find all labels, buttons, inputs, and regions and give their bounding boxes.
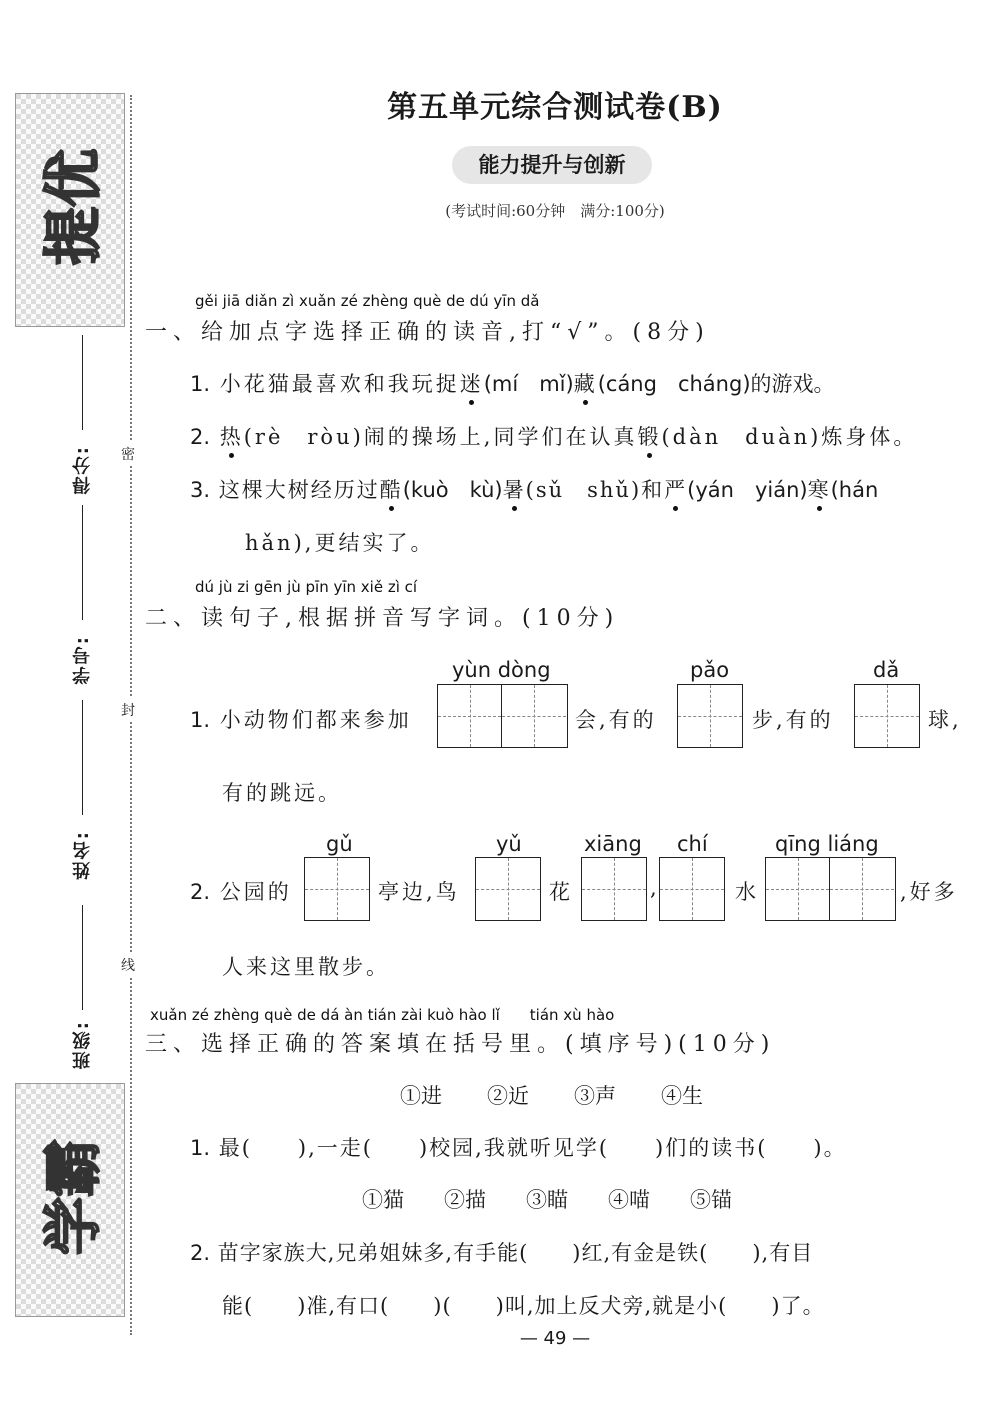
dotted-char: 酷 [379,478,403,502]
option: ②近 [487,1084,529,1108]
class-label: 班级: [72,1020,93,1070]
writing-grid[interactable] [677,684,743,748]
writing-grid[interactable] [475,857,541,921]
grid-pinyin: pǎo [690,658,730,682]
writing-grid[interactable] [304,857,370,921]
dotted-char: 暑 [502,478,526,502]
q-number: 1. [190,1136,211,1160]
s2-q2-text-c: 花 [549,880,573,904]
seal-char-3: 线 [121,953,135,977]
s2-q2-sep: , [650,876,660,900]
id-line [82,505,83,620]
pinyin-choice: (hán [830,478,879,502]
dotted-char: 严 [664,478,688,502]
option: ①猫 [362,1188,404,1212]
grid-pinyin: xiāng [584,832,642,856]
q-number: 1. [190,708,211,732]
option: ④喵 [608,1188,650,1212]
writing-grid[interactable] [854,684,920,748]
options-row-1 [400,1080,703,1110]
s2-q2-text-e: ,好多 [900,880,958,904]
section1-pinyin: gěi jiā diǎn zì xuǎn zé zhèng què de dú yīn dǎ [195,292,540,310]
class-line [82,905,83,1010]
q-number: 3. [190,478,211,502]
pinyin-choice: (sǔ shǔ)和 [525,478,665,502]
exam-info: (考试时间:60分钟 满分:100分) [445,202,665,220]
dotted-char: 藏 [573,372,598,396]
grid-pinyin: gǔ [326,832,353,856]
s3-question-1: 1. 最( ),一走( )校园,我就听见学( )们的读书( )。 [190,1136,847,1160]
page-number: — 49 — [519,1328,591,1349]
grid-pinyin: dǎ [873,658,900,682]
s2-q1-cont: 有的跳远。 [222,781,342,805]
s3-question-2: 2. 苗字家族大,兄弟姐妹多,有手能( )红,有金是铁( ),有目 [190,1241,814,1265]
q-number: 2. [190,880,211,904]
seal-char-2: 封 [121,698,135,722]
dotted-char: 迷 [459,372,484,396]
s2-q1-text-d: 球, [928,708,962,732]
s2-q2-text-d: 水 [735,880,759,904]
name-label: 姓名: [72,830,93,880]
section3-pinyin: xuǎn zé zhèng què de dá àn tián zài kuò hào lǐ tián xù hào [150,1006,615,1024]
dotted-char: 热 [219,425,244,449]
option: ①进 [400,1084,442,1108]
s1-question-3: 3. 这棵大树经历过酷(kuò kù)暑(sǔ shǔ)和严(yán yián)寒(hán [190,478,879,502]
grid-pinyin: chí [677,832,708,856]
s2-q1-text-b: 会,有的 [575,708,657,732]
s2-q2-cont: 人来这里散步。 [222,955,390,979]
option: ④生 [661,1084,703,1108]
section1-heading: 一、给加点字选择正确的读音,打“√”。(8分) [145,320,710,345]
s2-q1-text-c: 步,有的 [752,708,834,732]
pinyin-choice: (rè ròu)闹的操场上,同学们在认真 [243,425,638,449]
s1-question-1: 1. 小花猫最喜欢和我玩捉迷(mí mǐ)藏(cáng cháng)的游戏。 [190,372,835,396]
s1-question-3-cont: hǎn),更结实了。 [245,531,435,555]
option: ③声 [574,1084,616,1108]
name-line [82,700,83,815]
page-title: 第五单元综合测试卷(B) [387,90,723,125]
pinyin-choice: (kuò kù) [402,478,503,502]
s2-q2-text-a: 2. 公园的 [190,880,292,904]
section3-heading: 三、选择正确的答案填在括号里。(填序号)(10分) [145,1032,776,1057]
q-number: 2. [190,425,211,449]
grid-pinyin: qīng liáng [775,832,879,856]
writing-grid[interactable] [659,857,725,921]
q-number: 1. [190,372,211,396]
writing-grid[interactable] [437,684,568,748]
option: ②描 [444,1188,486,1212]
pinyin-choice: (dàn duàn)炼身体。 [661,425,918,449]
subtitle-badge: 能力提升与创新 [452,146,652,184]
writing-grid[interactable] [765,857,896,921]
dotted-char: 锻 [637,425,662,449]
s3-question-2-cont: 能( )准,有口( )( )叫,加上反犬旁,就是小( )了。 [222,1294,825,1318]
q-number: 2. [190,1241,211,1265]
s2-q2-text-b: 亭边,鸟 [378,880,460,904]
section2-heading: 二、读句子,根据拼音写字词。(10分) [145,606,620,631]
grid-pinyin: yùn dòng [452,658,551,682]
seal-char-1: 密 [121,442,135,466]
s1-question-2 [190,421,917,451]
pinyin-choice: (mí mǐ) [483,372,574,396]
side-banner-bottom-text: 学霸 [39,1139,107,1256]
score-label: 得分: [72,445,93,495]
grid-pinyin: yǔ [496,832,522,856]
dotted-char: 寒 [807,478,831,502]
option: ⑤锚 [690,1188,732,1212]
section2-pinyin: dú jù zi gēn jù pīn yīn xiě zì cí [195,578,418,596]
writing-grid[interactable] [581,857,647,921]
side-banner-top-text: 提优 [39,149,107,266]
pinyin-choice: (yán yián) [687,478,808,502]
options-row-2 [362,1184,732,1214]
s2-q1-text-a: 1. 小动物们都来参加 [190,708,412,732]
option: ③瞄 [526,1188,568,1212]
pinyin-choice: (cáng cháng)的游戏。 [597,372,835,396]
student-id-label: 学号: [72,635,93,685]
score-line [82,335,83,430]
